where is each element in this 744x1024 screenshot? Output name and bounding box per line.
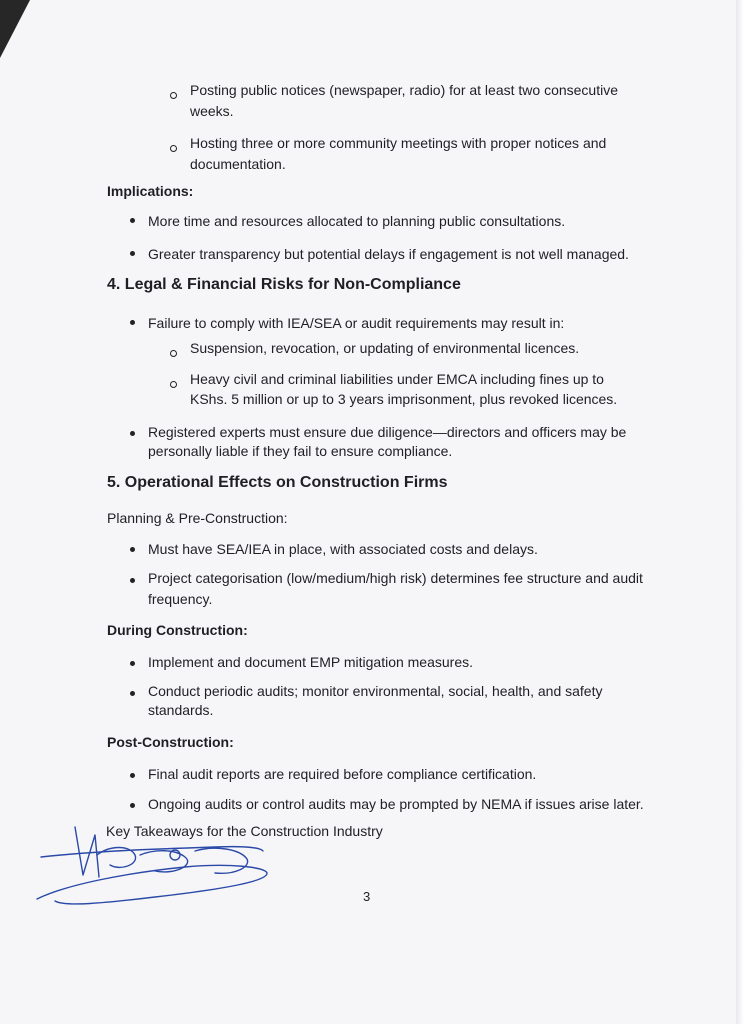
list-item: Ongoing audits or control audits may be prompted by NEMA if issues arise later. (148, 796, 644, 812)
sub-bullet-icon (170, 381, 177, 388)
during-title: During Construction: (107, 622, 248, 638)
key-takeaways-heading: Key Takeaways for the Construction Industry (106, 823, 383, 839)
bullet-icon (130, 578, 135, 583)
list-item: Heavy civil and criminal liabilities under EMCA including fines up to (190, 371, 604, 387)
sub-bullet-icon (170, 145, 177, 152)
bullet-icon (130, 431, 135, 436)
bullet-icon (130, 547, 135, 552)
list-item: Implement and document EMP mitigation measures. (148, 654, 474, 670)
list-item: Suspension, revocation, or updating of environmental licences. (190, 340, 580, 356)
list-item: Posting public notices (newspaper, radio) for at least two consecutive (190, 82, 619, 98)
post-title: Post-Construction: (107, 734, 234, 750)
list-item: personally liable if they fail to ensure compliance. (148, 443, 453, 459)
list-item: Must have SEA/IEA in place, with associated costs and delays. (148, 541, 538, 557)
sub-bullet-icon (170, 350, 177, 357)
bullet-icon (130, 691, 135, 696)
list-item: frequency. (148, 591, 213, 607)
section-4-title: 4. Legal & Financial Risks for Non-Compliance (107, 276, 461, 293)
bullet-icon (130, 320, 135, 325)
bullet-icon (130, 773, 135, 778)
list-item: documentation. (190, 156, 286, 172)
list-item: Hosting three or more community meetings with proper notices and (190, 135, 607, 151)
list-item: Project categorisation (low/medium/high risk) determines fee structure and audit (148, 570, 643, 586)
bullet-icon (130, 803, 135, 808)
bullet-icon (130, 251, 135, 256)
list-item: Final audit reports are required before compliance certification. (148, 766, 537, 782)
list-item: Failure to comply with IEA/SEA or audit requirements may result in: (148, 315, 565, 331)
bullet-icon (130, 661, 135, 666)
list-item: Conduct periodic audits; monitor environmental, social, health, and safety (148, 683, 603, 699)
list-item: Registered experts must ensure due diligence—directors and officers may be (148, 424, 627, 440)
list-item: KShs. 5 million or up to 3 years imprisonment, plus revoked licences. (190, 391, 618, 407)
sub-bullet-icon (170, 92, 177, 99)
signature-scribble (35, 815, 305, 915)
section-5-title: 5. Operational Effects on Construction Firms (107, 474, 448, 491)
list-item: standards. (148, 702, 214, 718)
list-item: Greater transparency but potential delays if engagement is not well managed. (148, 246, 629, 262)
page-number: 3 (363, 889, 371, 904)
list-item: More time and resources allocated to planning public consultations. (148, 213, 566, 229)
implications-title: Implications: (107, 183, 194, 199)
bullet-icon (130, 218, 135, 223)
planning-title: Planning & Pre-Construction: (107, 510, 288, 526)
list-item: weeks. (190, 103, 234, 119)
